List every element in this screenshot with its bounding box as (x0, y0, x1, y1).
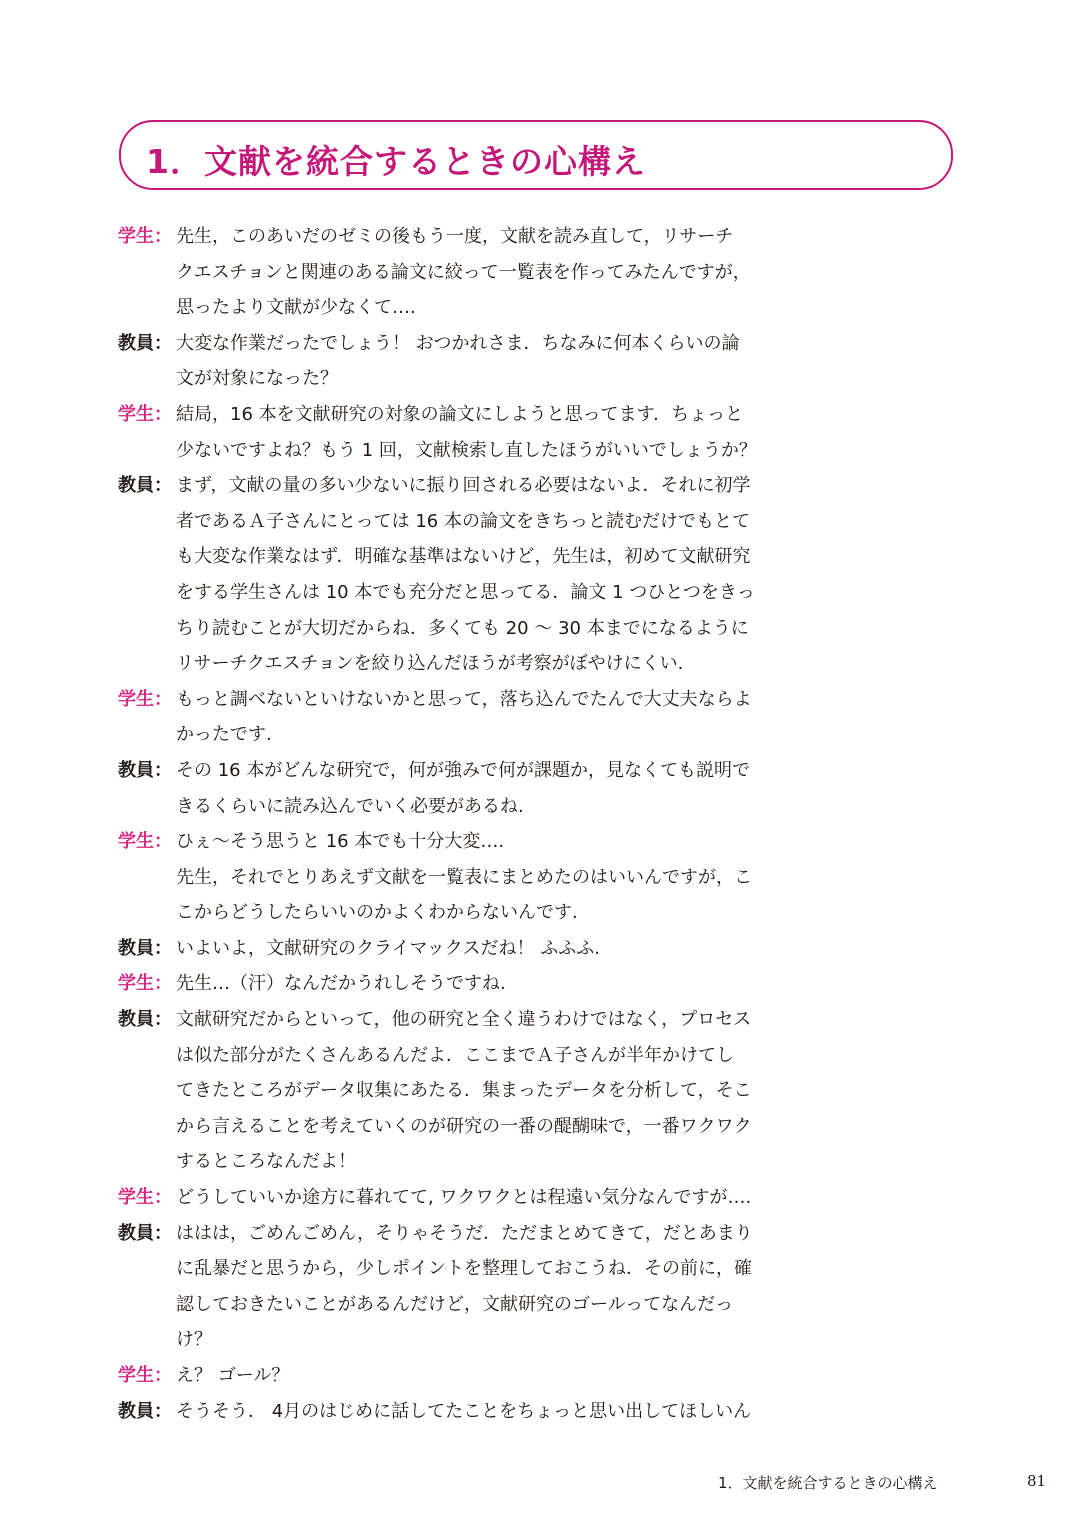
dialogue-line: もっと調べないといけないかと思って，落ち込んでたんで大丈夫ならよ (176, 688, 752, 710)
dialogue-text (176, 1180, 778, 1216)
dialogue-line: いよいよ，文献研究のクライマックスだね！ ふふふ. (176, 937, 601, 959)
page-number: 81 (1027, 1472, 1047, 1490)
dialogue-line: てきたところがデータ収集にあたる．集まったデータを分析して，そこ (176, 1080, 752, 1102)
dialogue-line: ちり読むことが大切だからね．多くても 20 ～ 30 本までになるように (176, 617, 749, 639)
dialogue-line: 結局，16 本を文献研究の対象の論文にしようと思ってます．ちょっと (176, 403, 744, 425)
dialogue-turn (118, 753, 778, 824)
dialogue-line: をする学生さんは 10 本でも充分だと思ってる．論文 1 つひとつをきっ (176, 581, 755, 603)
dialogue-line: も大変な作業なはず．明確な基準はないけど，先生は，初めて文献研究 (176, 546, 751, 568)
dialogue-text (176, 753, 778, 824)
dialogue-line: は似た部分がたくさんあるんだよ．ここまでＡ子さんが半年かけてし (176, 1044, 734, 1066)
dialogue-line: こからどうしたらいいのかよくわからないんです. (176, 902, 578, 924)
dialogue-turn (118, 966, 778, 1002)
dialogue-turn (118, 1216, 778, 1358)
dialogue-turn (118, 682, 778, 753)
dialogue-text (176, 682, 778, 753)
speaker-label-teacher: 教員： (118, 759, 172, 781)
dialogue-line: え？ ゴール？ (176, 1365, 290, 1386)
dialogue-line: ははは，ごめんごめん，そりゃそうだ．ただまとめてきて，だとあまり (176, 1222, 753, 1244)
speaker-label-student: 学生： (118, 1187, 172, 1209)
dialogue-line: まず，文献の量の多い少ないに振り回される必要はないよ．それに初学 (176, 475, 751, 497)
dialogue-text (176, 1216, 778, 1358)
dialogue-text (176, 931, 778, 967)
dialogue-line: から言えることを考えていくのが研究の一番の醍醐味で，一番ワクワク (176, 1115, 752, 1137)
dialogue-line: 思ったより文献が少なくて…. (176, 297, 416, 319)
speaker-label-student: 学生： (118, 226, 172, 247)
speaker-label-teacher: 教員： (118, 332, 172, 354)
section-title: 1．文献を統合するときの心構え (146, 142, 646, 181)
dialogue-line: 文献研究だからといって，他の研究と全く違うわけではなく，プロセス (176, 1009, 752, 1031)
dialogue-turn (118, 326, 778, 397)
dialogue-text (176, 397, 778, 468)
dialogue-line: その 16 本がどんな研究で，何が強みで何が課題か，見なくても説明で (176, 759, 750, 781)
dialogue-text (176, 824, 778, 931)
dialogue (118, 219, 778, 1429)
dialogue-turn (118, 824, 778, 931)
dialogue-line: 文が対象になった？ (176, 368, 338, 390)
speaker-label-student: 学生： (118, 831, 172, 853)
speaker-label-student: 学生： (118, 1365, 172, 1386)
dialogue-text (176, 468, 778, 682)
dialogue-turn (118, 1002, 778, 1180)
dialogue-text (176, 326, 778, 397)
dialogue-text (176, 1394, 778, 1430)
dialogue-line: 少ないですよね？もう 1 回，文献検索し直したほうがいいでしょうか？ (176, 439, 757, 461)
dialogue-line: け？ (176, 1329, 212, 1351)
dialogue-line: リサーチクエスチョンを絞り込んだほうが考察がぼやけにくい. (176, 653, 684, 675)
dialogue-text (176, 1002, 778, 1180)
dialogue-line: かったです. (176, 724, 272, 746)
dialogue-line: するところなんだよ！ (176, 1151, 356, 1173)
dialogue-line: クエスチョンと関連のある論文に絞って一覧表を作ってみたんですが， (176, 261, 751, 283)
speaker-label-teacher: 教員： (118, 475, 172, 497)
speaker-label-student: 学生： (118, 688, 172, 710)
dialogue-turn (118, 1394, 778, 1430)
dialogue-turn (118, 931, 778, 967)
speaker-label-teacher: 教員： (118, 1222, 172, 1244)
dialogue-turn (118, 1180, 778, 1216)
dialogue-turn (118, 397, 778, 468)
running-footer-title: 1．文献を統合するときの心構え (718, 1474, 938, 1492)
speaker-label-teacher: 教員： (118, 1400, 172, 1422)
dialogue-line: 者であるＡ子さんにとっては 16 本の論文をきちっと読むだけでもとて (176, 510, 750, 532)
dialogue-line: 先生，このあいだのゼミの後もう一度，文献を読み直して，リサーチ (176, 226, 734, 247)
dialogue-line: に乱暴だと思うから，少しポイントを整理しておこうね．その前に，確 (176, 1258, 752, 1280)
dialogue-line: 認しておきたいことがあるんだけど，文献研究のゴールってなんだっ (176, 1293, 734, 1315)
dialogue-text (176, 219, 778, 326)
speaker-label-student: 学生： (118, 403, 172, 425)
dialogue-line: ひぇ～そう思うと 16 本でも十分大変…. (176, 831, 505, 853)
dialogue-turn (118, 219, 778, 326)
speaker-label-teacher: 教員： (118, 1009, 172, 1031)
dialogue-line: 大変な作業だったでしょう！ おつかれさま．ちなみに何本くらいの論 (176, 332, 740, 354)
dialogue-line: 先生…（汗）なんだかうれしそうですね. (176, 973, 506, 995)
dialogue-text (176, 966, 778, 1002)
dialogue-text (176, 1358, 778, 1394)
dialogue-line: きるくらいに読み込んでいく必要があるね. (176, 795, 524, 817)
dialogue-line: どうしていいか途方に暮れてて, ワクワクとは程遠い気分なんですが…. (176, 1187, 752, 1209)
dialogue-line: そうそう． 4月のはじめに話してたことをちょっと思い出してほしいん (176, 1400, 752, 1422)
dialogue-line: 先生，それでとりあえず文献を一覧表にまとめたのはいいんですが，こ (176, 866, 752, 888)
dialogue-turn (118, 1358, 778, 1394)
dialogue-turn (118, 468, 778, 682)
speaker-label-teacher: 教員： (118, 937, 172, 959)
speaker-label-student: 学生： (118, 973, 172, 995)
